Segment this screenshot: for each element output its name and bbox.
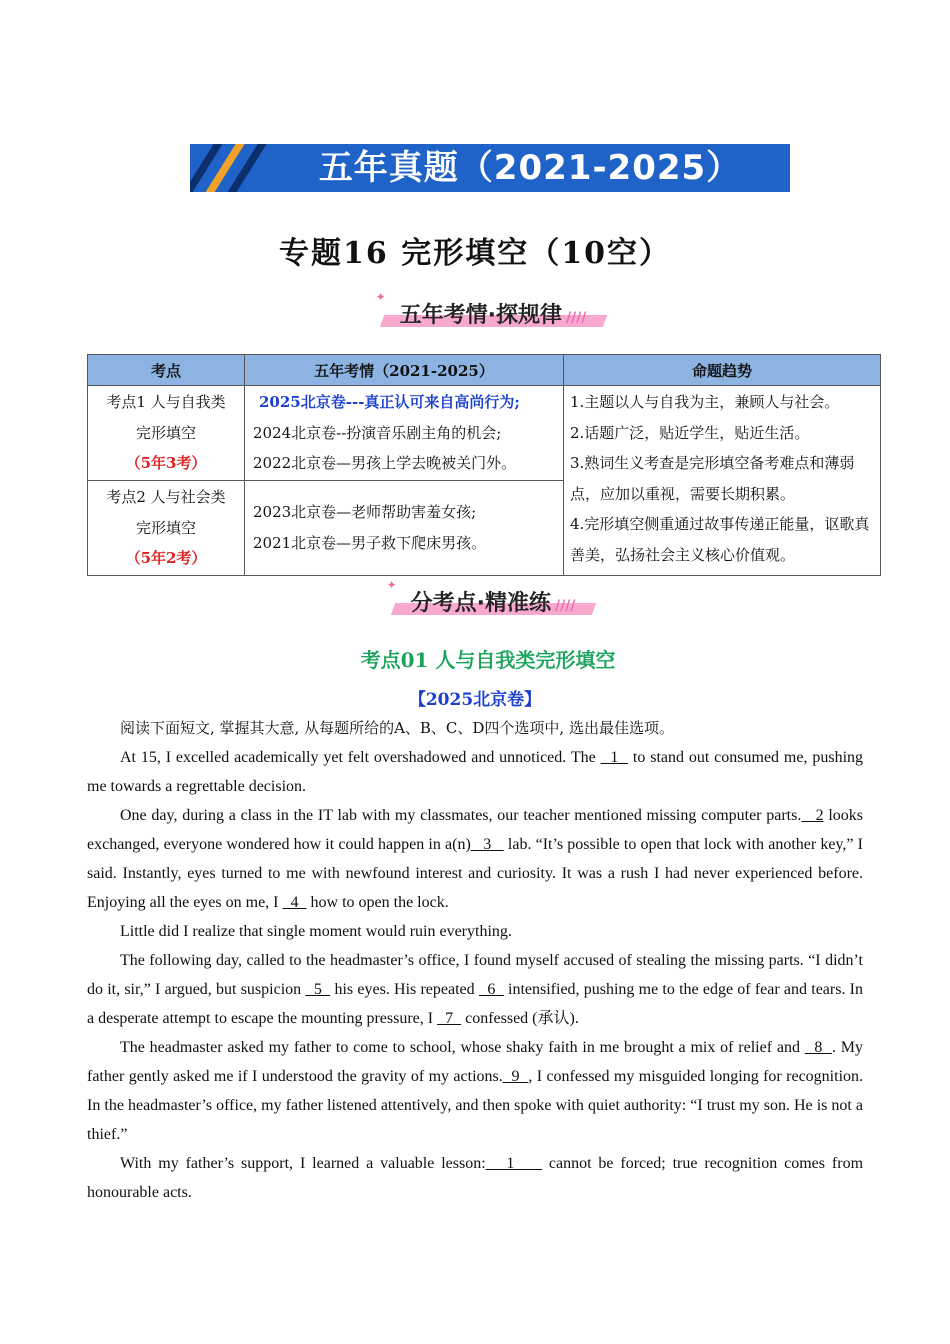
sparkle-icon: ✦: [375, 290, 386, 304]
table-header: 命题趋势: [564, 355, 881, 386]
topic-label: 考点1 人与自我类: [106, 393, 226, 411]
exam-item: 2021北京卷—男子救下爬床男孩。: [253, 533, 487, 552]
sparkle-icon: ✦: [386, 578, 397, 592]
text-run: . My father gently asked me if I understood the gravity of my actions.: [87, 1039, 863, 1085]
blank-6: 6: [478, 981, 504, 998]
text-run: At 15, I excelled academically yet felt overshadowed and unnoticed. The: [120, 749, 601, 766]
text-run: , I confessed my misguided longing for recognition. In the headmaster’s office, my father listened attentively, and then spoke with quiet authority: “I trust my son. He is not a thief.”: [87, 1068, 864, 1143]
blank-3: 3: [470, 836, 504, 853]
trend-item: 3.熟词生义考查是完形填空备考难点和薄弱点，应加以重视，需要长期积累。: [570, 454, 855, 503]
paragraph: [87, 1033, 863, 1149]
blank-8: 8: [804, 1039, 832, 1056]
trend-cell: [564, 386, 881, 576]
paragraph: [87, 743, 863, 801]
ribbon-label: 五年考情·探规律: [399, 303, 562, 328]
paragraph: [87, 801, 863, 917]
text-run: his eyes. His repeated: [330, 981, 479, 998]
topic-cell: [88, 481, 245, 576]
ribbon-practice: [0, 578, 950, 617]
banner: [190, 144, 790, 192]
page-title: 专题16 完形填空（10空）: [279, 236, 671, 271]
blank-10: 1: [485, 1155, 542, 1172]
paragraph: [87, 946, 863, 1033]
slash-decoration-icon: ////: [565, 310, 587, 326]
text-run: how to open the lock.: [306, 894, 449, 911]
topic-label: 完形填空: [135, 423, 196, 442]
paragraph: Little did I realize that single moment would ruin everything.: [120, 923, 512, 940]
text-run: One day, during a class in the IT lab with my classmates, our teacher mentioned missing computer parts.: [120, 807, 802, 824]
table-header-row: [88, 355, 881, 386]
text-run: lab. “It’s possible to open that lock with another key,” I said. Instantly, eyes turned to me with newfound interest and curiosity. It was a rush I had never experienced before. Enjoying all the eyes on me, I: [87, 836, 863, 911]
text-run: to stand out consumed me, pushing me towards a regrettable decision.: [87, 749, 864, 795]
section-title: 考点01 人与自我类完形填空: [360, 648, 616, 672]
text-run: intensified, pushing me to the edge of fear and tears. In a desperate attempt to escape the mounting pressure, I: [87, 981, 863, 1027]
text-run: looks exchanged, everyone wondered how it could happen in a(n): [87, 807, 864, 853]
exam-items-cell: [245, 386, 564, 481]
exam-analysis-table: [87, 354, 881, 576]
text-run: cannot be forced; true recognition comes from honourable acts.: [87, 1155, 864, 1201]
blank-5: 5: [305, 981, 331, 998]
text-run: With my father’s support, I learned a valuable lesson:: [120, 1155, 486, 1172]
table-header: 考点: [88, 355, 245, 386]
ribbon-exam-analysis: [0, 290, 950, 329]
trend-item: 4.完形填空侧重通过故事传递正能量，讴歌真善美，弘扬社会主义核心价值观。: [570, 515, 870, 564]
trend-item: 1.主题以人与自我为主，兼顾人与社会。: [570, 393, 840, 411]
blank-4: 4: [282, 894, 307, 911]
trend-item: 2.话题广泛，贴近学生，贴近生活。: [570, 423, 810, 442]
topic-cell: [88, 386, 245, 481]
blank-2: 2: [801, 807, 824, 824]
topic-label: 完形填空: [135, 518, 196, 537]
table-header: 五年考情（2021-2025）: [245, 355, 564, 386]
blank-9: 9: [502, 1068, 529, 1085]
exam-item: 2025北京卷---真正认可来自高尚行为;: [259, 393, 520, 411]
ribbon-label: 分考点·精准练: [410, 591, 551, 616]
exam-item: 2023北京卷—老师帮助害羞女孩;: [253, 503, 477, 522]
text-run: The following day, called to the headmaster’s office, I found myself accused of stealing the missing parts. “I didn’t do it, sir,” I argued, but suspicion: [87, 952, 863, 998]
slash-decoration-icon: ////: [554, 598, 576, 614]
paragraph: [87, 1149, 863, 1207]
passage: [87, 714, 863, 1207]
exam-count: （5年3考）: [125, 454, 207, 472]
blank-1: 1: [600, 749, 629, 766]
topic-label: 考点2 人与社会类: [106, 488, 226, 506]
exam-item: 2022北京卷—男孩上学去晚被关门外。: [253, 454, 517, 472]
exam-items-cell: [245, 481, 564, 576]
blank-7: 7: [437, 1010, 462, 1027]
banner-title: 五年真题（2021-2025）: [318, 148, 742, 188]
text-run: The headmaster asked my father to come to school, whose shaky faith in me brought a mix of relief and: [120, 1039, 805, 1056]
source-label: 【2025北京卷】: [408, 690, 542, 710]
instruction: 阅读下面短文, 掌握其大意, 从每题所给的A、B、C、D四个选项中, 选出最佳选项。: [120, 719, 674, 737]
exam-count: （5年2考）: [125, 549, 207, 567]
text-run: confessed (承认).: [461, 1010, 579, 1027]
table-row: [88, 386, 881, 481]
exam-item: 2024北京卷--扮演音乐剧主角的机会;: [253, 423, 502, 442]
